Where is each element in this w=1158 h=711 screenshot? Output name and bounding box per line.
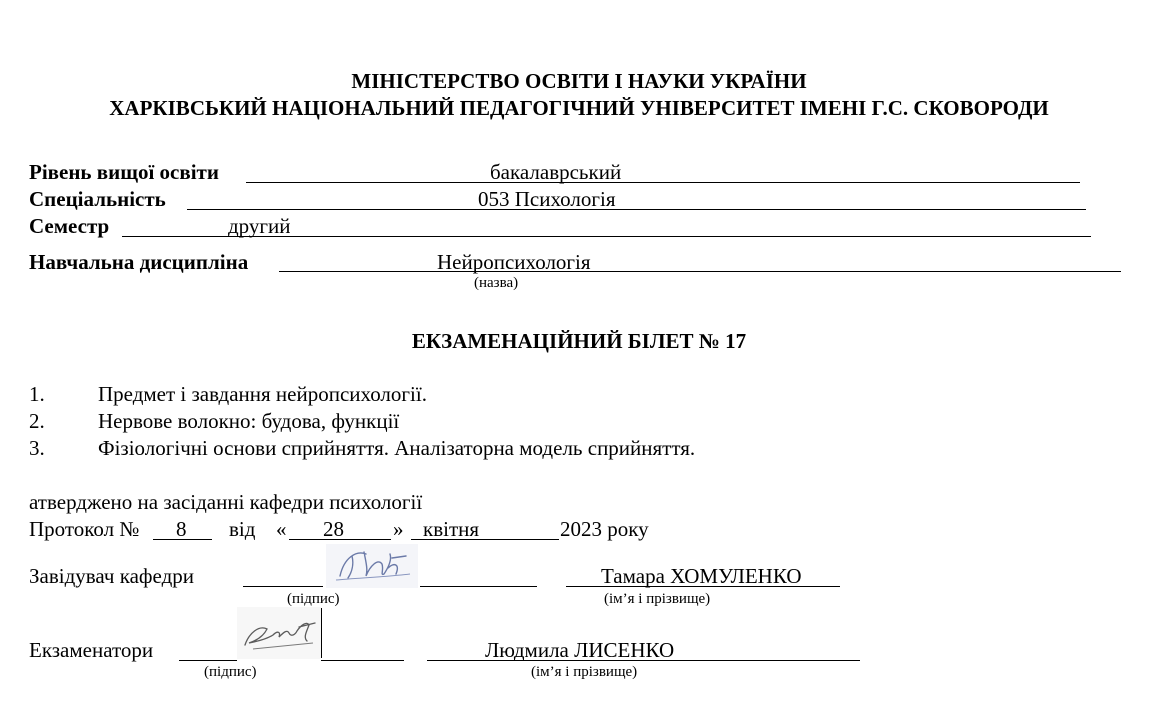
specialty-underline: [187, 209, 1086, 210]
ministry-heading: МІНІСТЕРСТВО ОСВІТИ І НАУКИ УКРАЇНИ: [351, 69, 807, 93]
examiner-name: Людмила ЛИСЕНКО: [485, 638, 675, 662]
day-value: 28: [323, 517, 344, 541]
discipline-label: Навчальна дисципліна: [29, 250, 249, 274]
question-text: Предмет і завдання нейропсихології.: [98, 382, 427, 406]
close-quote: »: [393, 517, 404, 541]
specialty-label: Спеціальність: [29, 187, 166, 211]
discipline-caption: (назва): [474, 275, 519, 291]
month-value: квітня: [423, 517, 480, 541]
discipline-value: Нейропсихологія: [437, 250, 591, 274]
question-number: 1.: [29, 382, 45, 406]
from-label: від: [229, 517, 256, 541]
question-number: 2.: [29, 409, 45, 433]
examiner-signature-underline-right: [321, 660, 404, 661]
semester-label: Семестр: [29, 214, 110, 238]
examiner-name-caption: (ім’я і прізвище): [531, 664, 638, 680]
level-underline: [246, 182, 1080, 183]
discipline-underline: [279, 271, 1121, 272]
head-signature-image: [326, 544, 418, 588]
question-text: Фізіологічні основи сприйняття. Аналізаторна модель сприйняття.: [98, 436, 696, 460]
head-signature-underline-right: [420, 586, 537, 587]
head-name-caption: (ім’я і прізвище): [604, 591, 711, 607]
head-label: Завідувач кафедри: [29, 564, 194, 588]
examiners-label: Екзаменатори: [29, 638, 154, 662]
semester-value: другий: [228, 214, 291, 238]
level-value: бакалаврський: [490, 160, 622, 184]
year-text: 2023 року: [560, 517, 649, 541]
ticket-title: ЕКЗАМЕНАЦІЙНИЙ БІЛЕТ № 17: [411, 329, 747, 353]
open-quote: «: [276, 517, 287, 541]
signature-divider: [321, 608, 322, 658]
head-signature-caption: (підпис): [287, 591, 340, 607]
university-heading: ХАРКІВСЬКИЙ НАЦІОНАЛЬНИЙ ПЕДАГОГІЧНИЙ УНІВЕРСИТЕТ ІМЕНІ Г.С. СКОВОРОДИ: [109, 96, 1049, 120]
examiner-signature-caption: (підпис): [204, 664, 257, 680]
approved-text: атверджено на засіданні кафедри психології: [29, 490, 423, 514]
examiner-signature-image: [237, 607, 321, 659]
question-text: Нервове волокно: будова, функції: [98, 409, 400, 433]
protocol-label: Протокол №: [29, 517, 140, 541]
level-label: Рівень вищої освіти: [29, 160, 219, 184]
examiner-signature-underline-left: [179, 660, 237, 661]
question-number: 3.: [29, 436, 45, 460]
protocol-number: 8: [176, 517, 187, 541]
head-name: Тамара ХОМУЛЕНКО: [601, 564, 802, 588]
head-signature-underline-left: [243, 586, 323, 587]
specialty-value: 053 Психологія: [478, 187, 616, 211]
